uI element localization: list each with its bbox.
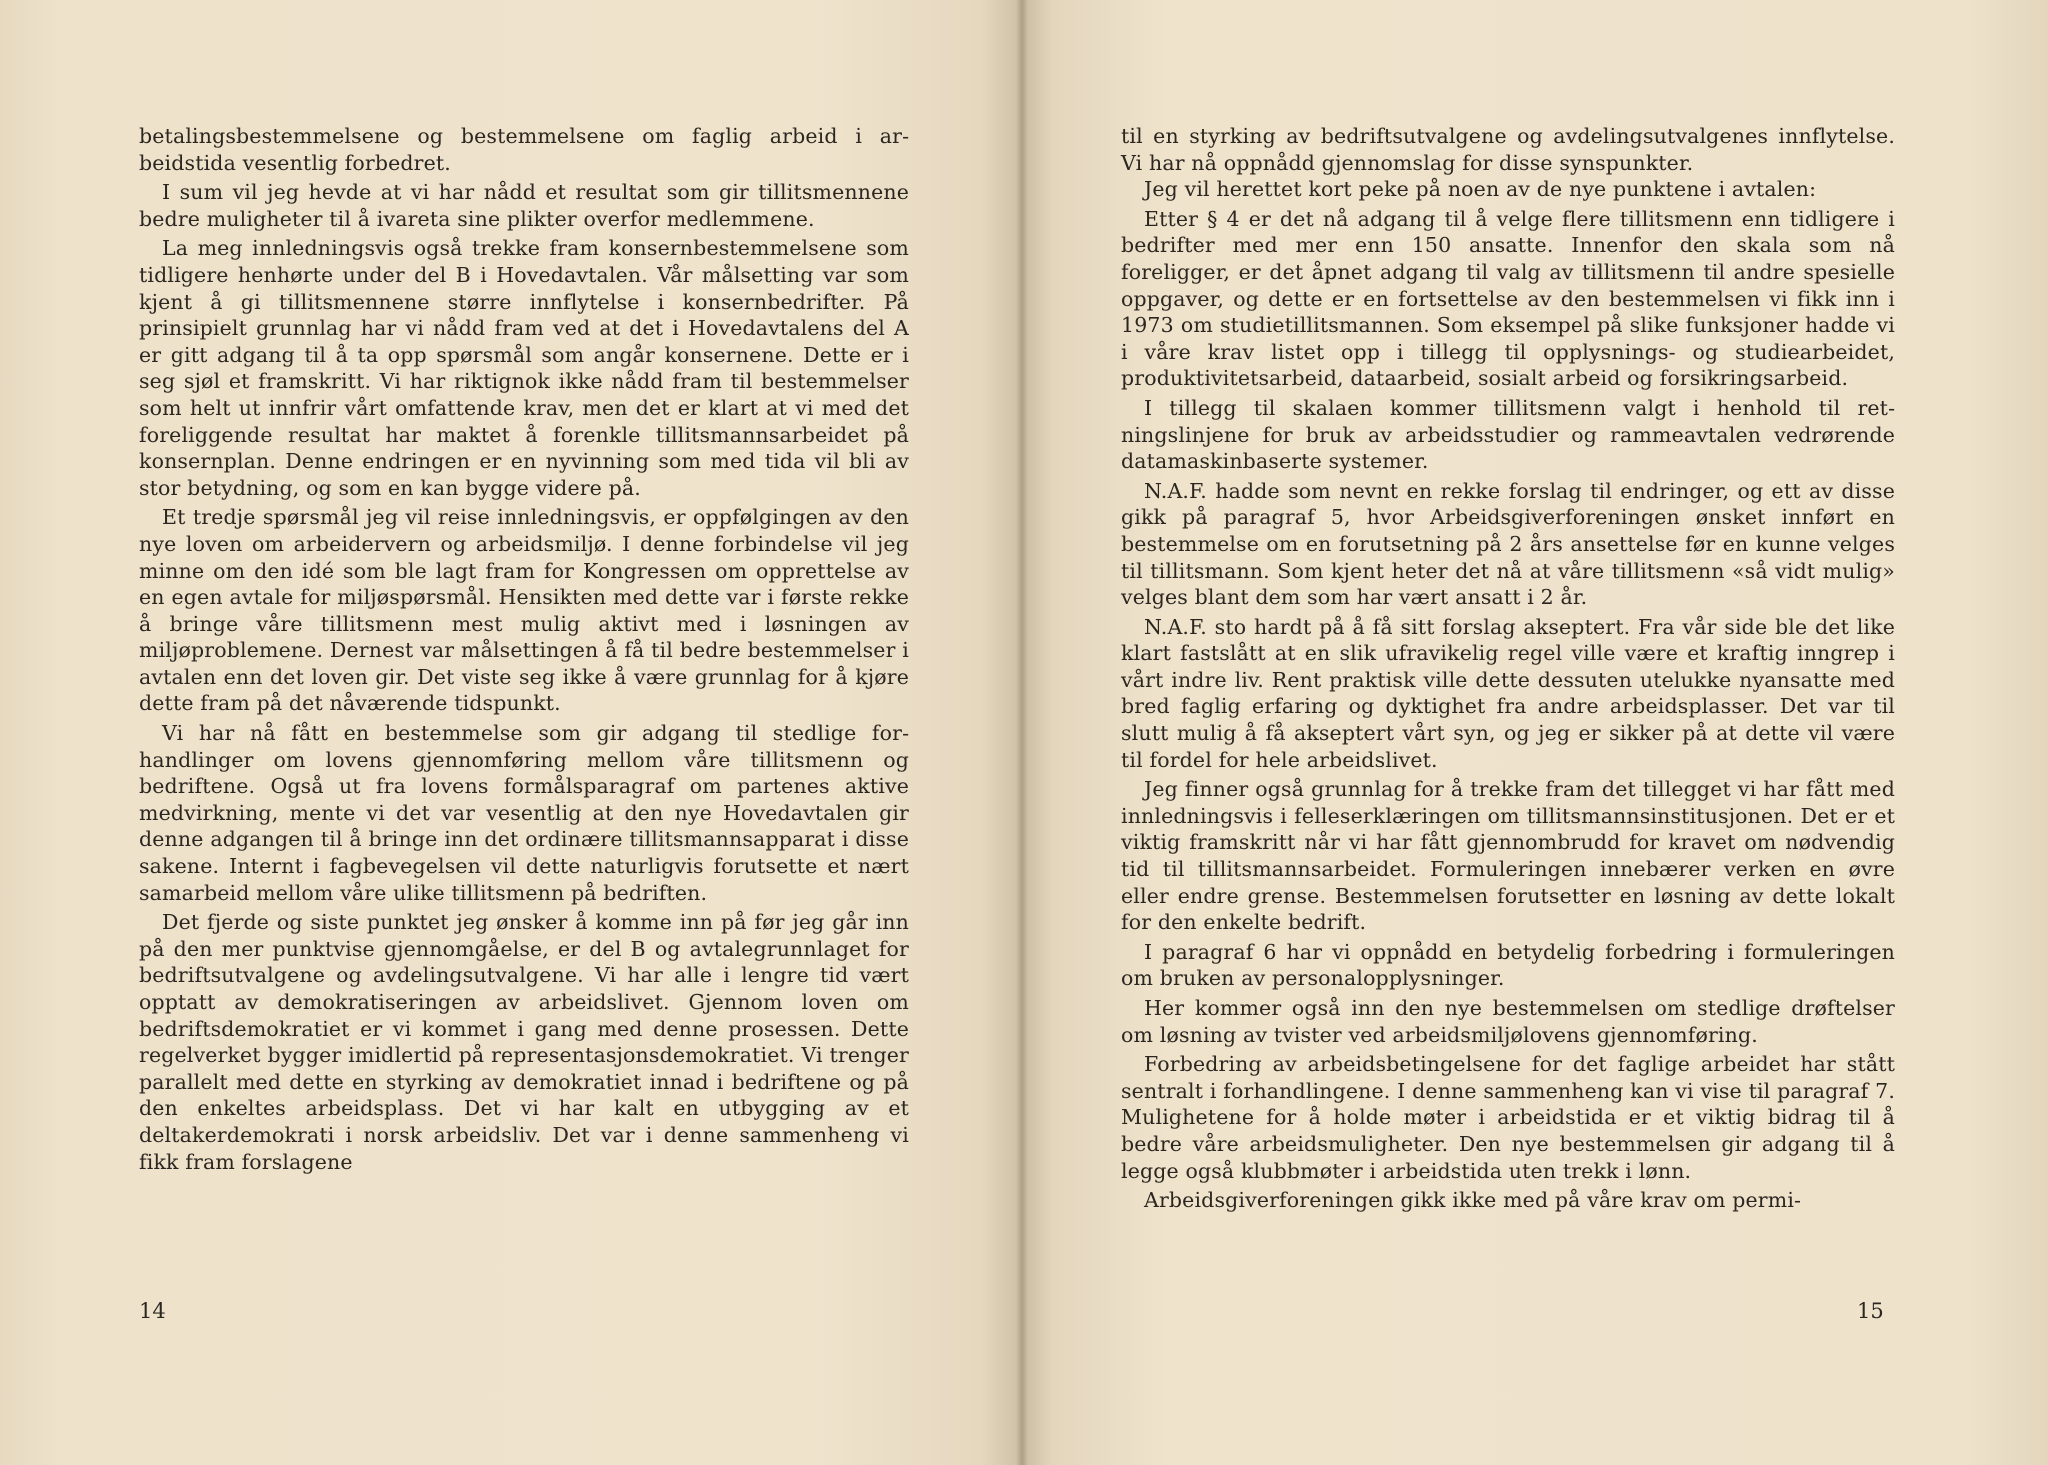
- paragraph: Forbedring av arbeidsbetingelsene for det faglige arbeidet har stått sentralt i forhandlingene. I denne sammenheng kan vi vise til paragraf 7. Mulighetene for å holde møter i arbeidstida er et viktig bidrag til å bedre våre arbeidsmuligheter. Den nye bestemmelsen gir adgang til å legge også klubbmøter i arbeidstida uten trekk i lønn.: [1121, 1052, 1895, 1183]
- book-gutter: [1016, 0, 1028, 1465]
- paragraph: N.A.F. sto hardt på å få sitt forslag akseptert. Fra vår side ble det like klart fastslått at en slik ufravikelig regel ville være et kraftig inngrep i vårt indre liv. Rent praktisk ville dette dessuten utelukke nyansatte med bred faglig erfaring og dyktighet fra andre arbeidsplasser. Det var til slutt mulig å få akseptert vårt syn, og jeg er sikker på at dette vil være til fordel for hele arbeidslivet.: [1121, 614, 1895, 772]
- paragraph: I paragraf 6 har vi oppnådd en betydelig forbedring i formuleringen om bruken av personalopplysninger.: [1121, 939, 1895, 991]
- paragraph: N.A.F. hadde som nevnt en rekke forslag til endringer, og ett av disse gikk på paragraf 5, hvor Arbeidsgiverforeningen ønsket innført en bestemmelse om en forutsetning på 2 års ansettelse før en kunne velges til tillitsmann. Som kjent heter det nå at våre tillitsmenn «så vidt mulig» velges blant dem som har vært ansatt i 2 år.: [1121, 478, 1895, 610]
- page-number-right: 15: [1857, 1299, 1884, 1323]
- paragraph: I sum vil jeg hevde at vi har nådd et resultat som gir tillitsmennene bedre muligheter til å ivareta sine plikter overfor medlemmene.: [139, 180, 909, 231]
- left-page-text: [139, 123, 909, 1175]
- paragraph: Etter § 4 er det nå adgang til å velge flere tillitsmenn enn tidligere i bedrifter med mer enn 150 ansatte. Innenfor den skala som nå foreligger, er det åpnet adgang til valg av tillitsmenn til andre spesielle oppgaver, og dette er en fortsettelse av den bestemmelsen vi fikk inn i 1973 om studietillitsmannen. Som eksempel på slike funksjoner hadde vi i våre krav listet opp i tillegg til opplysnings- og studiearbeidet, produktivitetsarbeid, dataarbeid, sosialt arbeid og forsikringsarbeid.: [1121, 206, 1895, 391]
- paragraph: Arbeidsgiverforeningen gikk ikke med på våre krav om permi-: [1144, 1188, 1802, 1213]
- paragraph: Vi har nå fått en bestemmelse som gir adgang til stedlige forhandlinger om lovens gjennomføring mellom våre tillitsmenn og bedriftene. Også ut fra lovens formålsparagraf om partenes aktive medvirkning, mente vi det var vesentlig at den nye Hovedavtalen gir denne adgangen til å bringe inn det ordinære tillitsmannsapparat i disse sakene. Internt i fagbevegelsen vil dette naturligvis forutsette et nært samarbeid mellom våre ulike tillitsmenn på bedriften.: [139, 721, 909, 905]
- paragraph: betalingsbestemmelsene og bestemmelsene om faglig arbeid i arbeidstida vesentlig forbedret.: [139, 124, 909, 175]
- right-page-text: [1121, 123, 1895, 1214]
- paragraph: til en styrking av bedriftsutvalgene og avdelingsutvalgenes innflytelse. Vi har nå oppnådd gjennomslag for disse synspunkter.: [1121, 124, 1895, 175]
- paragraph: Det fjerde og siste punktet jeg ønsker å komme inn på før jeg går inn på den mer punktvise gjennomgåelse, er del B og avtalegrunnlaget for bedriftsutvalgene og avdelingsutvalgene. Vi har alle i lengre tid vært opptatt av demokratiseringen av arbeidslivet. Gjennom loven om bedriftsdemokratiet er vi kommet i gang med denne prosessen. Dette regelverket bygger imidlertid på representasjonsdemokratiet. Vi trenger parallelt med dette en styrking av demokratiet innad i bedriftene og på den enkeltes arbeidsplass. Det vi har kalt en utbygging av et deltakerdemokrati i norsk arbeidsliv. Det var i denne sammenheng vi fikk fram forslagene: [139, 910, 909, 1174]
- paragraph: Her kommer også inn den nye bestemmelsen om stedlige drøftelser om løsning av tvister ved arbeidsmiljølovens gjennomføring.: [1121, 996, 1895, 1047]
- paragraph: Jeg finner også grunnlag for å trekke fram det tillegget vi har fått med innledningsvis i felleserklæringen om tillitsmannsinstitusjonen. Det er et viktig framskritt når vi har fått gjennombrudd for kravet om nødvendig tid til tillitsmannsarbeidet. Formuleringen innebærer verken en øvre eller endre grense. Bestemmelsen forutsetter en løsning av dette lokalt for den enkelte bedrift.: [1121, 777, 1895, 935]
- page-number-left: 14: [139, 1299, 166, 1323]
- paragraph: I tillegg til skalaen kommer tillitsmenn valgt i henhold til retningslinjene for bruk av arbeidsstudier og rammeavtalen vedrørende datamaskinbaserte systemer.: [1121, 395, 1895, 474]
- left-page: [0, 0, 1022, 1465]
- right-page: [1022, 0, 2048, 1465]
- paragraph: Et tredje spørsmål jeg vil reise innledningsvis, er oppfølgingen av den nye loven om arbeidervern og arbeidsmiljø. I denne forbindelse vil jeg minne om den idé som ble lagt fram for Kongressen om opprettelse av en egen avtale for miljøspørsmål. Hensikten med dette var i første rekke å bringe våre tillitsmenn mest mulig aktivt med i løsningen av miljøproblemene. Dernest var målsettingen å få til bedre bestemmelser i avtalen enn det loven gir. Det viste seg ikke å være grunnlag for å kjøre dette fram på det nåværende tidspunkt.: [139, 505, 909, 716]
- paragraph: La meg innledningsvis også trekke fram konsernbestemmelsene som tidligere henhørte under del B i Hovedavtalen. Vår målsetting var som kjent å gi tillitsmennene større innflytelse i konsernbedrifter. På prinsipielt grunnlag har vi nådd fram ved at det i Hovedavtalens del A er gitt adgang til å ta opp spørsmål som angår konsernene. Dette er i seg sjøl et framskritt. Vi har riktignok ikke nådd fram til bestemmelser som helt ut innfrir vårt omfattende krav, men det er klart at vi med det foreliggende resultat har maktet å forenkle tillitsmannsarbeidet på konsernplan. Denne endringen er en nyvinning som med tida vil bli av stor betydning, og som en kan bygge videre på.: [139, 236, 909, 500]
- paragraph: Jeg vil herettet kort peke på noen av de nye punktene i avtalen:: [1144, 177, 1817, 202]
